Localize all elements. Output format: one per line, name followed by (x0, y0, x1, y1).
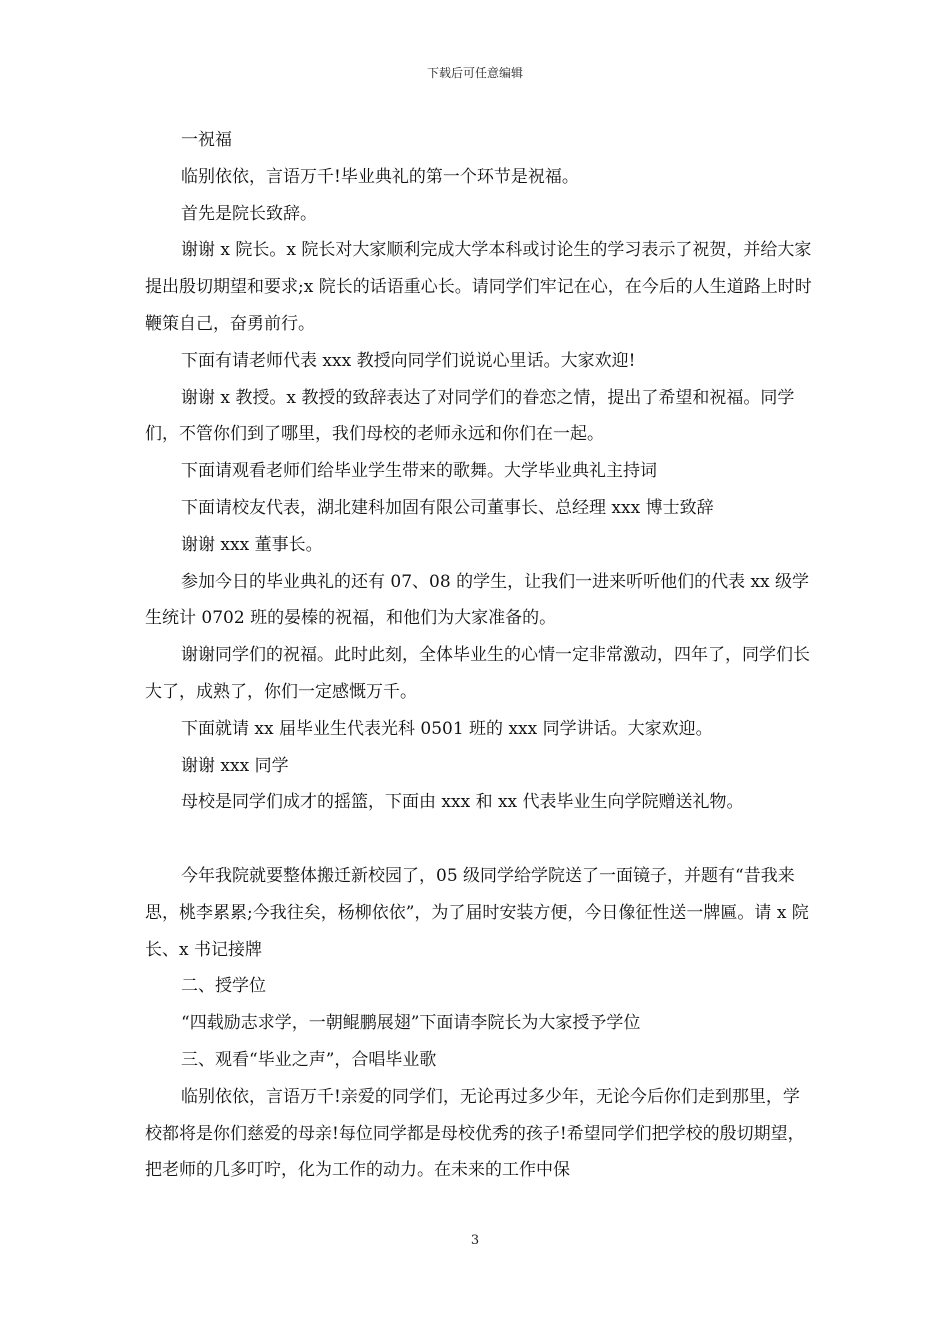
paragraph: 谢谢 xxx 同学 (181, 755, 289, 776)
document-body (145, 122, 813, 1189)
paragraph: 母校是同学们成才的摇篮，下面由 xxx 和 xx 代表毕业生向学院赠送礼物。 (181, 792, 744, 813)
paragraph: 下面有请老师代表 xxx 教授向同学们说说心里话。大家欢迎! (181, 350, 636, 371)
paragraph: “四载励志求学，一朝鲲鹏展翅”下面请李院长为大家授予学位 (181, 1013, 641, 1034)
paragraph: 下面就请 xx 届毕业生代表光科 0501 班的 xxx 同学讲话。大家欢迎。 (181, 718, 713, 739)
paragraph: 下面请观看老师们给毕业学生带来的歌舞。大学毕业典礼主持词 (181, 461, 657, 482)
paragraph: 一祝福 (181, 130, 232, 150)
paragraph: 下面请校友代表，湖北建科加固有限公司董事长、总经理 xxx 博士致辞 (181, 497, 714, 518)
paragraph: 三、观看“毕业之声”，合唱毕业歌 (181, 1049, 437, 1070)
paragraph: 谢谢 x 院长。x 院长对大家顺利完成大学本科或讨论生的学习表示了祝贺，并给大家提出殷切期望和要求;x 院长的话语重心长。请同学们牢记在心，在今后的人生道路上时时鞭策自己，奋勇前行。 (145, 240, 812, 334)
paragraph: 首先是院长致辞。 (181, 203, 317, 224)
paragraph: 今年我院就要整体搬迁新校园了，05 级同学给学院送了一面镜子，并题有“昔我来思，桃李累累;今我往矣，杨柳依依”，为了届时安装方便，今日像征性送一牌匾。请 x 院长、x 书记接牌 (145, 865, 809, 960)
paragraph: 谢谢同学们的祝福。此时此刻，全体毕业生的心情一定非常激动，四年了，同学们长大了，成熟了，你们一定感慨万千。 (145, 645, 810, 702)
page-header: 下载后可任意编辑 (426, 66, 523, 80)
paragraph: 临别依依，言语万千!亲爱的同学们，无论再过多少年，无论今后你们走到那里，学校都将是你们慈爱的母亲!每位同学都是母校优秀的孩子!希望同学们把学校的殷切期望，把老师的几多叮咛，化为工作的动力。在未来的工作中保 (145, 1086, 805, 1181)
paragraph: 谢谢 x 教授。x 教授的致辞表达了对同学们的眷恋之情，提出了希望和祝福。同学们，不管你们到了哪里，我们母校的老师永远和你们在一起。 (145, 387, 795, 445)
paragraph: 临别依依，言语万千!毕业典礼的第一个环节是祝福。 (181, 166, 579, 187)
paragraph: 参加今日的毕业典礼的还有 07、08 的学生，让我们一进来听听他们的代表 xx 级学生统计 0702 班的晏榛的祝福，和他们为大家准备的。 (145, 571, 810, 629)
blank-line (145, 821, 813, 858)
page-number: 3 (470, 1233, 480, 1248)
paragraph: 二、授学位 (181, 976, 266, 997)
paragraph: 谢谢 xxx 董事长。 (181, 534, 323, 555)
